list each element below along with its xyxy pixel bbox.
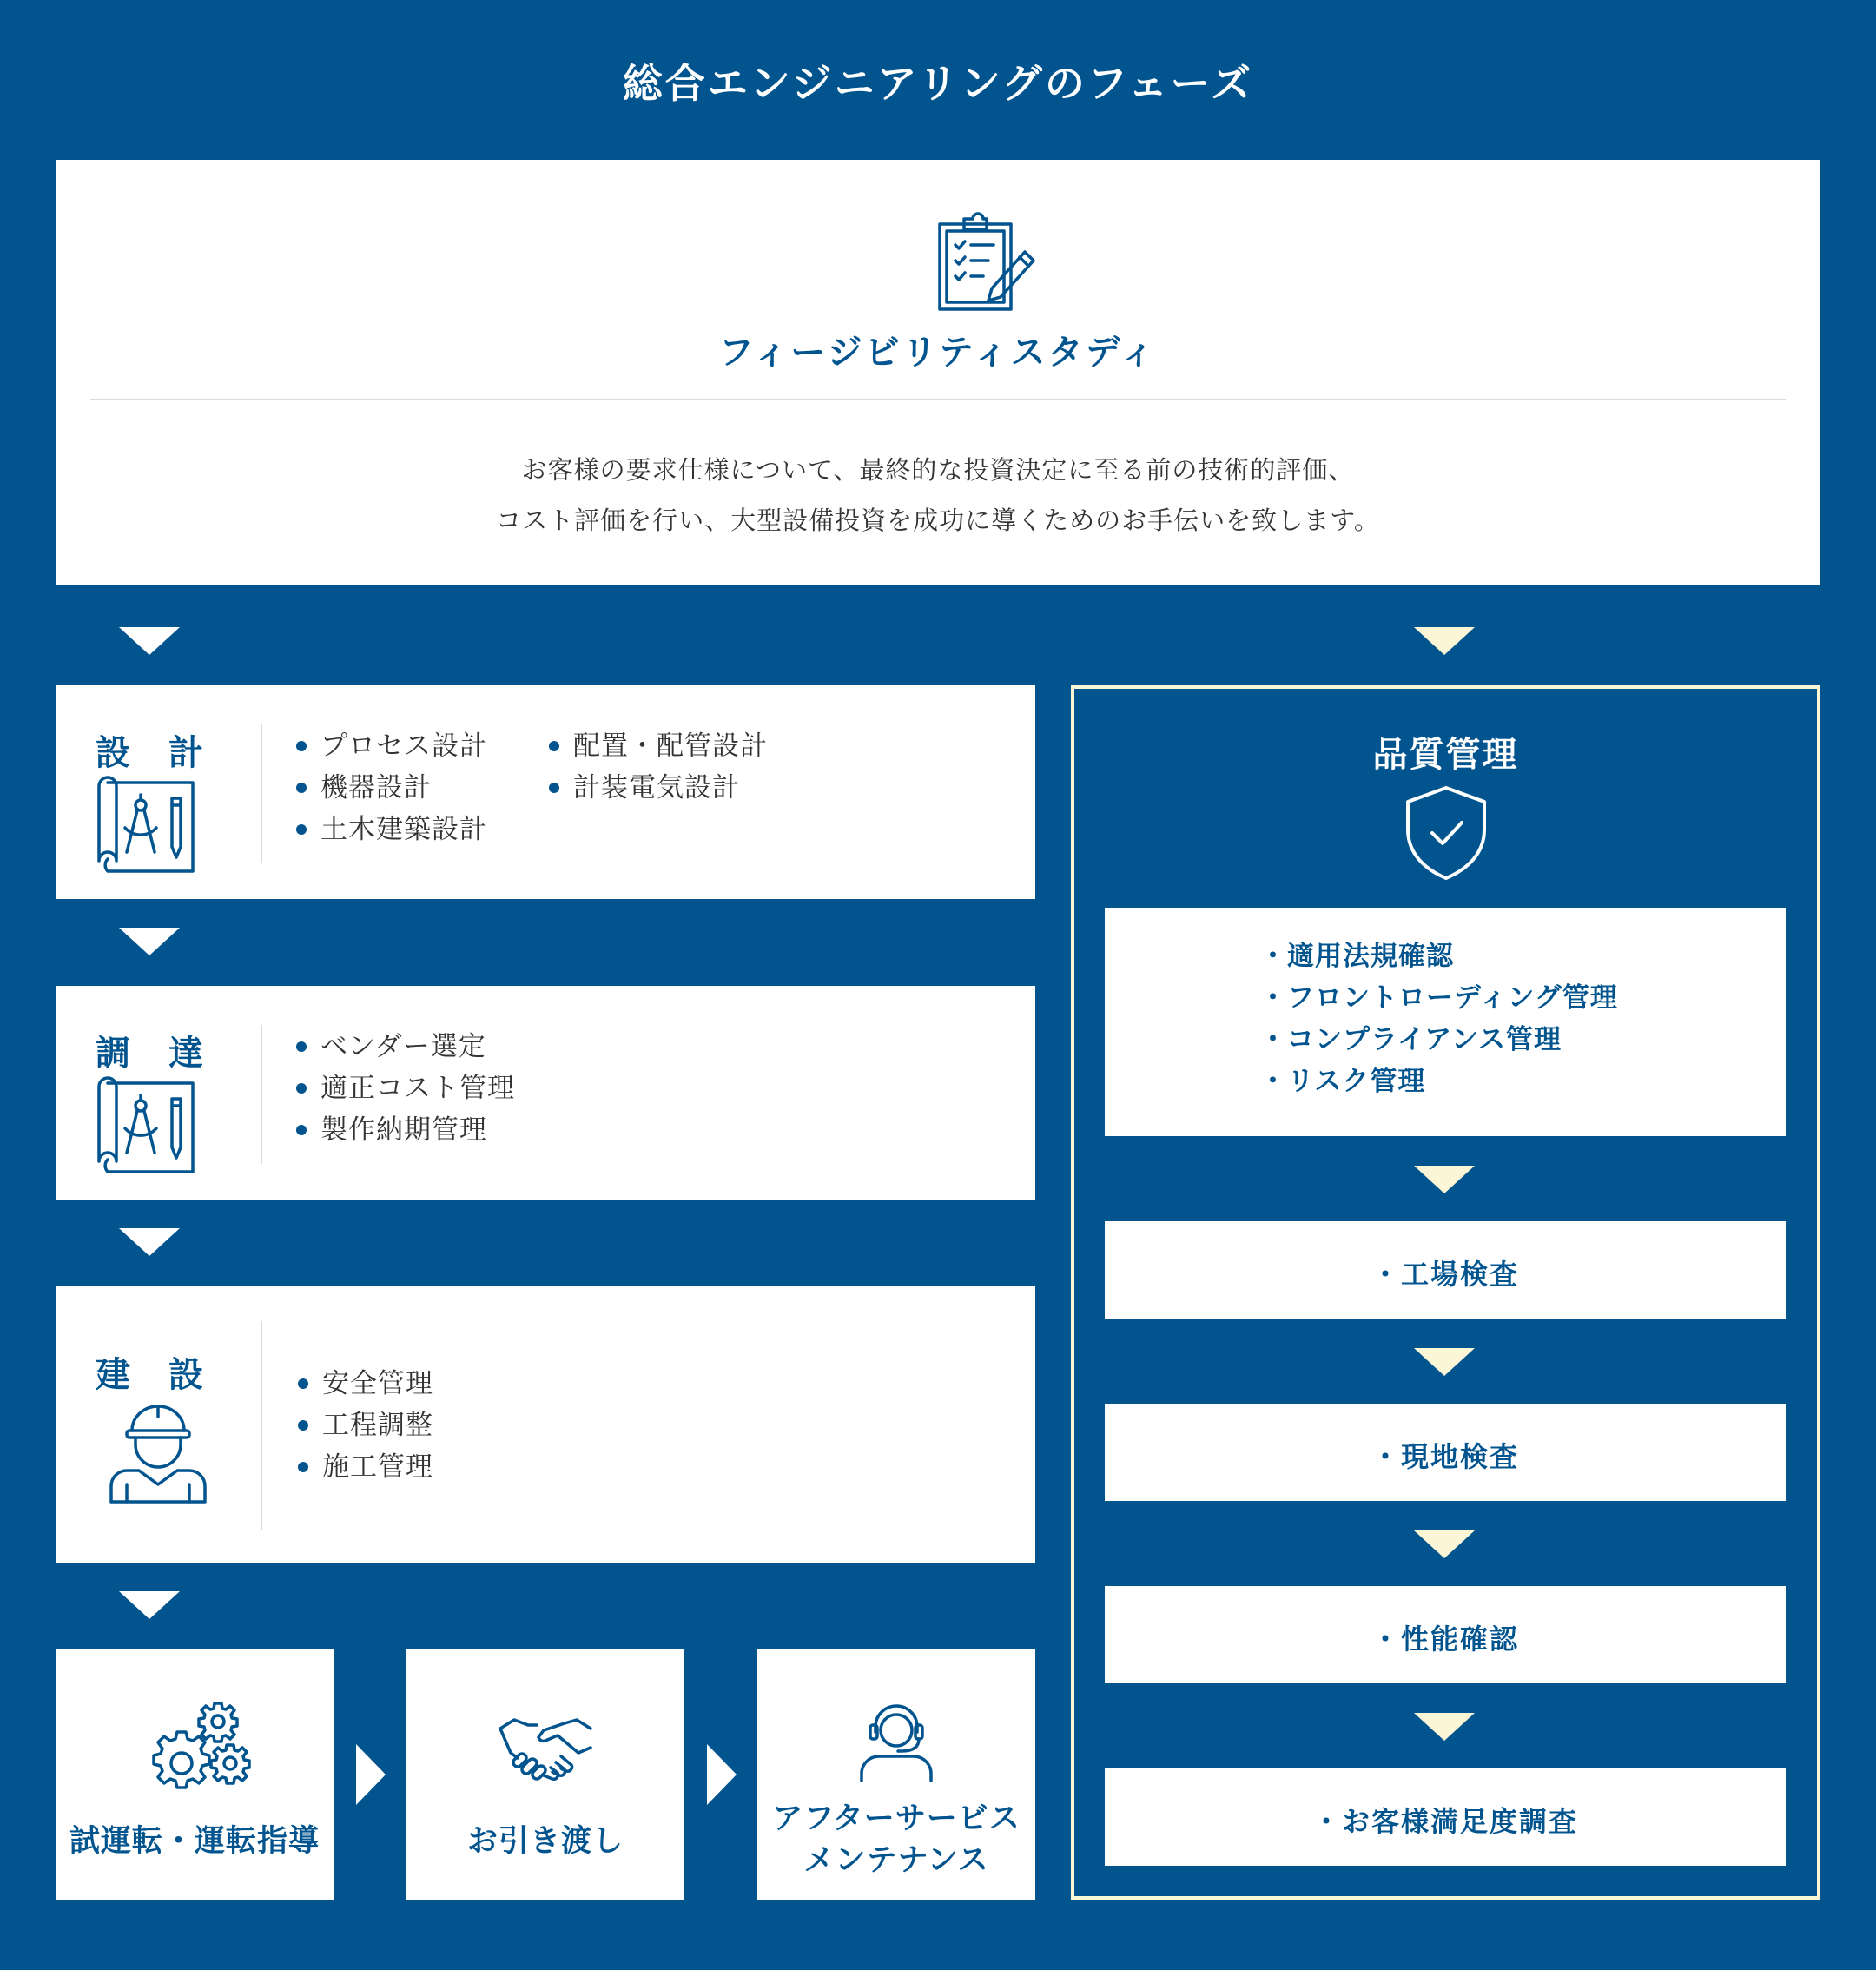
design-items-col2	[547, 725, 768, 809]
blueprint-compass-icon	[96, 774, 205, 875]
step-label	[757, 1798, 1035, 1881]
quality-step-card	[1105, 1404, 1786, 1501]
arrow-right-icon	[707, 1744, 737, 1805]
quality-checklist-card	[1105, 908, 1786, 1136]
list-item: プロセス設計	[294, 725, 487, 767]
phase-label: 設 計	[96, 733, 205, 773]
description-line-2: コスト評価を行い、大型設備投資を成功に導くためのお手伝いを致します。	[496, 506, 1380, 535]
construction-worker-icon	[104, 1405, 214, 1505]
arrow-down-icon	[119, 1591, 180, 1619]
quality-step-label: ・性能確認	[1371, 1623, 1519, 1656]
arrow-right-icon	[356, 1744, 386, 1805]
list-item: ・適用法規確認	[1259, 941, 1454, 972]
feasibility-study-card	[56, 160, 1820, 585]
divider	[90, 399, 1786, 400]
quality-step-label: ・工場検査	[1371, 1258, 1519, 1291]
list-item: ・コンプライアンス管理	[1259, 1024, 1562, 1055]
list-item: ・フロントローディング管理	[1259, 982, 1618, 1014]
list-item: 施工管理	[296, 1446, 433, 1488]
list-item: ・リスク管理	[1259, 1066, 1426, 1097]
list-item: 工程調整	[296, 1405, 433, 1446]
phase-label: 建 設	[96, 1355, 205, 1395]
quality-checklist	[1259, 935, 1618, 1102]
list-item: 計装電気設計	[547, 767, 768, 809]
step-label: お引き渡し	[466, 1824, 624, 1859]
arrow-down-icon	[119, 928, 180, 955]
construction-items	[296, 1363, 433, 1488]
list-item: ベンダー選定	[294, 1026, 515, 1068]
feasibility-study-title: フィージビリティスタディ	[718, 333, 1158, 373]
procurement-items	[294, 1026, 515, 1151]
step-label: 試運転・運転指導	[69, 1824, 320, 1859]
phase-procurement-card	[56, 986, 1035, 1200]
page-title: 総合エンジニアリングのフェーズ	[622, 60, 1254, 107]
step-label-line-2: メンテナンス	[803, 1843, 989, 1878]
arrow-down-icon	[1414, 1530, 1475, 1558]
phase-construction-card	[56, 1286, 1035, 1563]
divider	[261, 1025, 262, 1164]
handshake-icon	[499, 1709, 592, 1782]
clipboard-checklist-pen-icon	[935, 212, 1039, 313]
list-item: 適正コスト管理	[294, 1068, 515, 1109]
step-label-line-1: アフターサービス	[772, 1801, 1021, 1836]
headset-operator-icon	[855, 1701, 938, 1782]
arrow-down-icon	[119, 627, 180, 655]
arrow-down-icon	[119, 1228, 180, 1256]
arrow-down-icon	[1414, 627, 1475, 655]
list-item: 機器設計	[294, 767, 487, 809]
list-item: 安全管理	[296, 1363, 433, 1405]
phase-label: 調 達	[96, 1034, 205, 1074]
arrow-down-icon	[1414, 1166, 1475, 1193]
quality-step-card	[1105, 1586, 1786, 1683]
phase-design-card	[56, 685, 1035, 899]
divider	[261, 724, 262, 863]
list-item: 配置・配管設計	[547, 725, 768, 767]
step-handover-card	[406, 1649, 684, 1900]
quality-step-label: ・現地検査	[1371, 1440, 1519, 1473]
list-item: 土木建築設計	[294, 809, 487, 850]
gears-icon	[139, 1701, 252, 1801]
quality-step-card	[1105, 1221, 1786, 1319]
blueprint-compass-icon	[96, 1074, 205, 1175]
arrow-down-icon	[1414, 1348, 1475, 1376]
feasibility-study-description	[56, 445, 1820, 545]
arrow-down-icon	[1414, 1713, 1475, 1741]
design-items-col1	[294, 725, 487, 850]
step-commissioning-card	[56, 1649, 334, 1900]
description-line-1: お客様の要求仕様について、最終的な投資決定に至る前の技術的評価、	[521, 455, 1355, 485]
shield-check-icon	[1403, 784, 1490, 882]
quality-step-card	[1105, 1768, 1786, 1866]
list-item: 製作納期管理	[294, 1109, 515, 1151]
step-after-service-card	[757, 1649, 1035, 1900]
quality-management-title: 品質管理	[1372, 735, 1519, 775]
divider	[261, 1321, 262, 1530]
quality-step-label: ・お客様満足度調査	[1311, 1805, 1578, 1838]
